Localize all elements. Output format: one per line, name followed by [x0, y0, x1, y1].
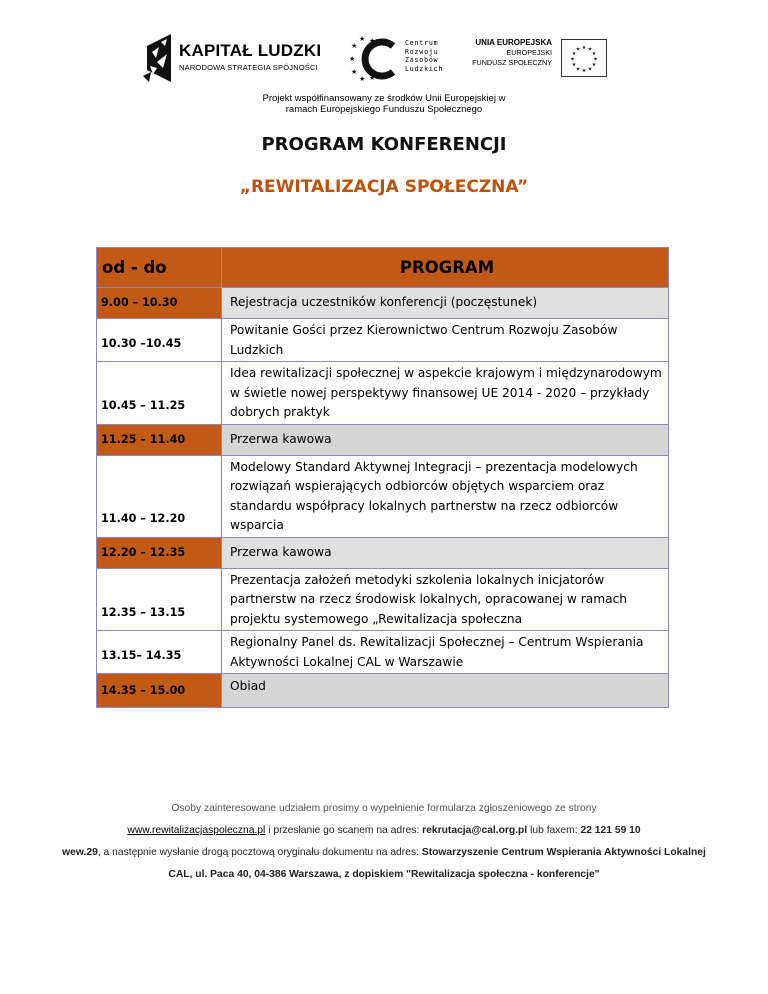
- table-row: [97, 674, 669, 708]
- eu-text: [472, 38, 552, 68]
- table-row: [97, 362, 669, 425]
- row-time: 11.25 – 11.40: [97, 424, 222, 455]
- eu-line-2: EUROPEJSKI: [506, 48, 552, 57]
- svg-text:★: ★: [591, 62, 597, 68]
- email-address[interactable]: rekrutacja@cal.org.pl: [422, 825, 528, 836]
- row-time: 10.45 – 11.25: [97, 362, 222, 425]
- crzl-line-4: Ludzkich: [405, 64, 444, 73]
- website-link[interactable]: www.rewitalizacjaspoleczna.pl: [127, 825, 266, 836]
- table-row: [97, 568, 669, 631]
- svg-text:★: ★: [575, 66, 581, 73]
- postal-address: Stowarzyszenie Centrum Wspierania Aktywności Lokalnej CAL, ul. Paca 40, 04-386 Warszawa, z dopiskiem "Rewitalizacja społeczna - konferencje": [168, 847, 706, 880]
- svg-text:★: ★: [351, 68, 358, 76]
- crzl-line-2: Rozwoju: [405, 47, 439, 56]
- svg-text:★: ★: [571, 62, 577, 68]
- svg-text:★: ★: [587, 66, 593, 73]
- eu-line-3: FUNDUSZ SPOŁECZNY: [472, 58, 552, 67]
- row-program: Obiad: [222, 674, 669, 708]
- row-program: Regionalny Panel ds. Rewitalizacji Społecznej – Centrum Wspierania Aktywności Lokalnej CAL w Warszawie: [222, 631, 669, 674]
- row-time: 12.35 – 13.15: [97, 568, 222, 631]
- header-program: PROGRAM: [222, 248, 669, 288]
- program-table: [96, 247, 669, 708]
- table-row: [97, 424, 669, 455]
- page-subtitle: „REWITALIZACJA SPOŁECZNA”: [239, 177, 529, 197]
- crzl-text: [405, 39, 443, 73]
- row-time: 9.00 – 10.30: [97, 288, 222, 319]
- footer-text-4: , a następnie wysłanie drogą pocztową oryginału dokumentu na adres:: [97, 847, 419, 858]
- crzl-emblem-icon: [349, 36, 405, 82]
- svg-text:★: ★: [571, 51, 577, 57]
- eu-line-1: UNIA EUROPEJSKA: [475, 38, 552, 47]
- row-time: 13.15– 14.35: [97, 631, 222, 674]
- eu-flag-icon: [561, 39, 607, 77]
- logo-bar: [0, 26, 768, 86]
- svg-text:★: ★: [349, 55, 356, 63]
- kapital-ludzki-title: KAPITAŁ LUDZKI: [179, 41, 322, 60]
- row-program: Prezentacja założeń metodyki szkolenia lokalnych inicjatorów partnerstw na rzecz środowisk lokalnych, opracowanej w ramach projektu systemowego „Rewitalizacja społeczna: [222, 568, 669, 631]
- svg-text:★: ★: [359, 75, 366, 82]
- svg-text:★: ★: [581, 68, 587, 74]
- footer-text-2: i przesłanie go scanem na adres:: [268, 825, 420, 836]
- registration-info: [60, 798, 708, 886]
- svg-text:★: ★: [351, 42, 358, 50]
- table-row: [97, 288, 669, 319]
- row-time: 12.20 – 12.35: [97, 537, 222, 568]
- cofinancing-note: [0, 93, 768, 115]
- cofinancing-line-1: Projekt współfinansowany ze środków Unii Europejskiej w: [262, 93, 506, 104]
- svg-text:★: ★: [581, 45, 587, 51]
- table-row: [97, 319, 669, 362]
- row-program: Idea rewitalizacji społecznej w aspekcie krajowym i międzynarodowym w świetle nowej perspektywy finansowej UE 2014 - 2020 – przykłady dobrych praktyk: [222, 362, 669, 425]
- kapital-ludzki-logo: [141, 32, 331, 84]
- eu-logo: [460, 38, 620, 82]
- svg-text:★: ★: [570, 56, 575, 63]
- svg-text:★: ★: [575, 46, 581, 53]
- kapital-ludzki-emblem-icon: [141, 32, 175, 84]
- table-header-row: [97, 248, 669, 288]
- fax-number: 22 121 59 10: [580, 825, 641, 836]
- table-row: [97, 537, 669, 568]
- row-time: 10.30 –10.45: [97, 319, 222, 362]
- row-program: Przerwa kawowa: [222, 424, 669, 455]
- crzl-line-3: Zasobów: [405, 56, 439, 65]
- svg-text:★: ★: [593, 56, 598, 63]
- row-time: 11.40 – 12.20: [97, 455, 222, 537]
- cofinancing-line-2: ramach Europejskiego Funduszu Społecznego: [285, 104, 483, 115]
- crzl-logo: [349, 36, 449, 84]
- crzl-line-1: Centrum: [405, 39, 439, 47]
- table-row: [97, 455, 669, 537]
- header-time: od - do: [97, 248, 222, 288]
- fax-extension: wew.29: [62, 847, 98, 858]
- kapital-ludzki-subtitle: NARODOWA STRATEGIA SPÓJNOŚCI: [179, 63, 318, 72]
- footer-text-3: lub faxem:: [530, 825, 578, 836]
- row-program: Powitanie Gości przez Kierownictwo Centrum Rozwoju Zasobów Ludzkich: [222, 319, 669, 362]
- svg-text:★: ★: [591, 51, 597, 57]
- row-program: Modelowy Standard Aktywnej Integracji – prezentacja modelowych rozwiązań wspierających odbiorców objętych wsparciem oraz standardu współpracy lokalnych partnerstw na rzecz odbiorców wsparcia: [222, 455, 669, 537]
- row-program: Rejestracja uczestników konferencji (poczęstunek): [222, 288, 669, 319]
- row-program: Przerwa kawowa: [222, 537, 669, 568]
- row-time: 14.35 – 15.00: [97, 674, 222, 708]
- svg-text:★: ★: [369, 74, 376, 82]
- svg-text:★: ★: [369, 37, 376, 45]
- footer-intro: Osoby zainteresowane udziałem prosimy o wypełnienie formularza zgłoszeniowego ze strony: [171, 803, 597, 814]
- table-row: [97, 631, 669, 674]
- svg-text:★: ★: [359, 36, 366, 43]
- page-title: PROGRAM KONFERENCJI: [261, 134, 507, 155]
- svg-text:★: ★: [587, 46, 593, 53]
